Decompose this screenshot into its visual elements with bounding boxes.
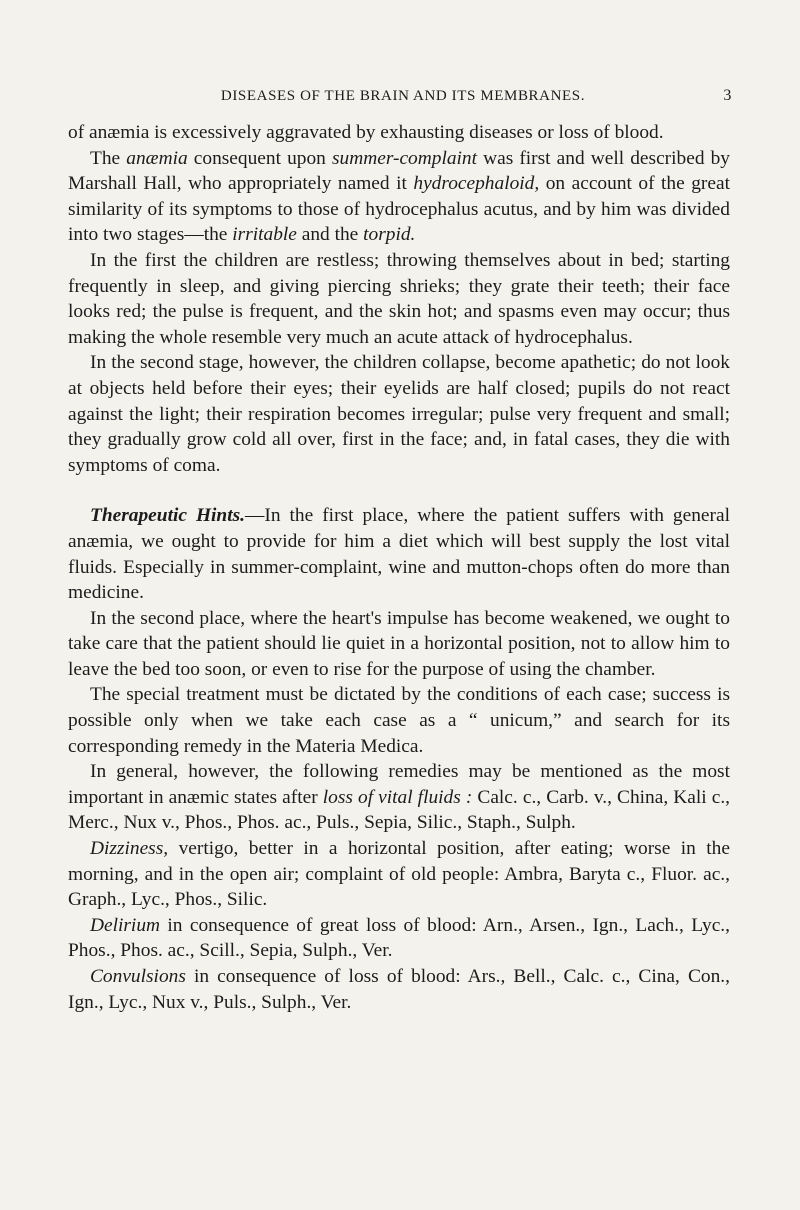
body-text (68, 120, 730, 1015)
paragraph-second-place: In the second place, where the heart's impulse has become weakened, we ought to take care that the patient should lie quiet in a horizontal position, not to allow him to leave the bed too soon, or even to rise for the purpose of using the chamber. (68, 607, 730, 680)
paragraph-convulsions: Convulsions in consequence of loss of blood: Ars., Bell., Calc. c., Cina, Con., Ign., Lyc., Nux v., Puls., Sulph., Ver. (68, 966, 730, 1013)
paragraph-second-stage: In the second stage, however, the children collapse, become apathetic; do not look at objects held before their eyes; their eyelids are half closed; pupils do not react against the light; their respiration becomes irregular; pulse very frequent and small; they gradually grow cold all over, first in the face; and, in fatal cases, they die with symptoms of coma. (68, 352, 730, 476)
paragraph-dizziness: Dizziness, vertigo, better in a horizontal position, after eating; worse in the morning, and in the open air; complaint of old people: Ambra, Baryta c., Fluor. ac., Graph., Lyc., Phos., Silic. (68, 838, 730, 911)
paragraph-delirium: Delirium in consequence of great loss of blood: Arn., Arsen., Ign., Lach., Lyc., Phos., Phos. ac., Scill., Sepia, Sulph., Ver. (68, 914, 730, 962)
paragraph-first-stage: In the first the children are restless; throwing themselves about in bed; starting frequently in sleep, and giving piercing shrieks; they grate their teeth; their face looks red; the pulse is frequent, and the skin hot; and spasms even may occur; thus making the whole resemble very much an acute attack of hydrocephalus. (68, 249, 730, 348)
page-number: 3 (723, 87, 732, 104)
paragraph-hydrocephaloid: The anæmia consequent upon summer-complaint was first and well described by Marshall Hall, who appropriately named it hydrocephaloid, on account of the great similarity of its symptoms to those of hydrocephalus acutus, and by him was divided into two stages—the irritable and the torpid. (68, 147, 731, 246)
running-head (68, 88, 730, 114)
paragraph-therapeutic-hints: Therapeutic Hints.—In the first place, where the patient suffers with general anæmia, we ought to provide for him a diet which will best supply the lost vital fluids. Especially in summer-complaint, wine and mutton-chops often do more than medicine. (68, 505, 730, 604)
paragraph-general-remedies: In general, however, the following remedies may be mentioned as the most important in anæmic states after loss of vital fluids : Calc. c., Carb. v., China, Kali c., Merc., Nux v., Phos., Phos. ac., Puls., Sepia, Silic., Staph., Sulph. (68, 761, 731, 834)
book-page (68, 88, 730, 1015)
running-head-title: DISEASES OF THE BRAIN AND ITS MEMBRANES. (220, 88, 586, 104)
paragraph-special-treatment: The special treatment must be dictated by the conditions of each case; success is possible only when we take each case as a “ unicum,” and search for its corresponding remedy in the Materia Medica. (68, 684, 730, 757)
section-heading: Therapeutic Hints. (90, 505, 245, 527)
paragraph-anaemia-intro: of anæmia is excessively aggravated by exhausting diseases or loss of blood. (68, 122, 664, 143)
